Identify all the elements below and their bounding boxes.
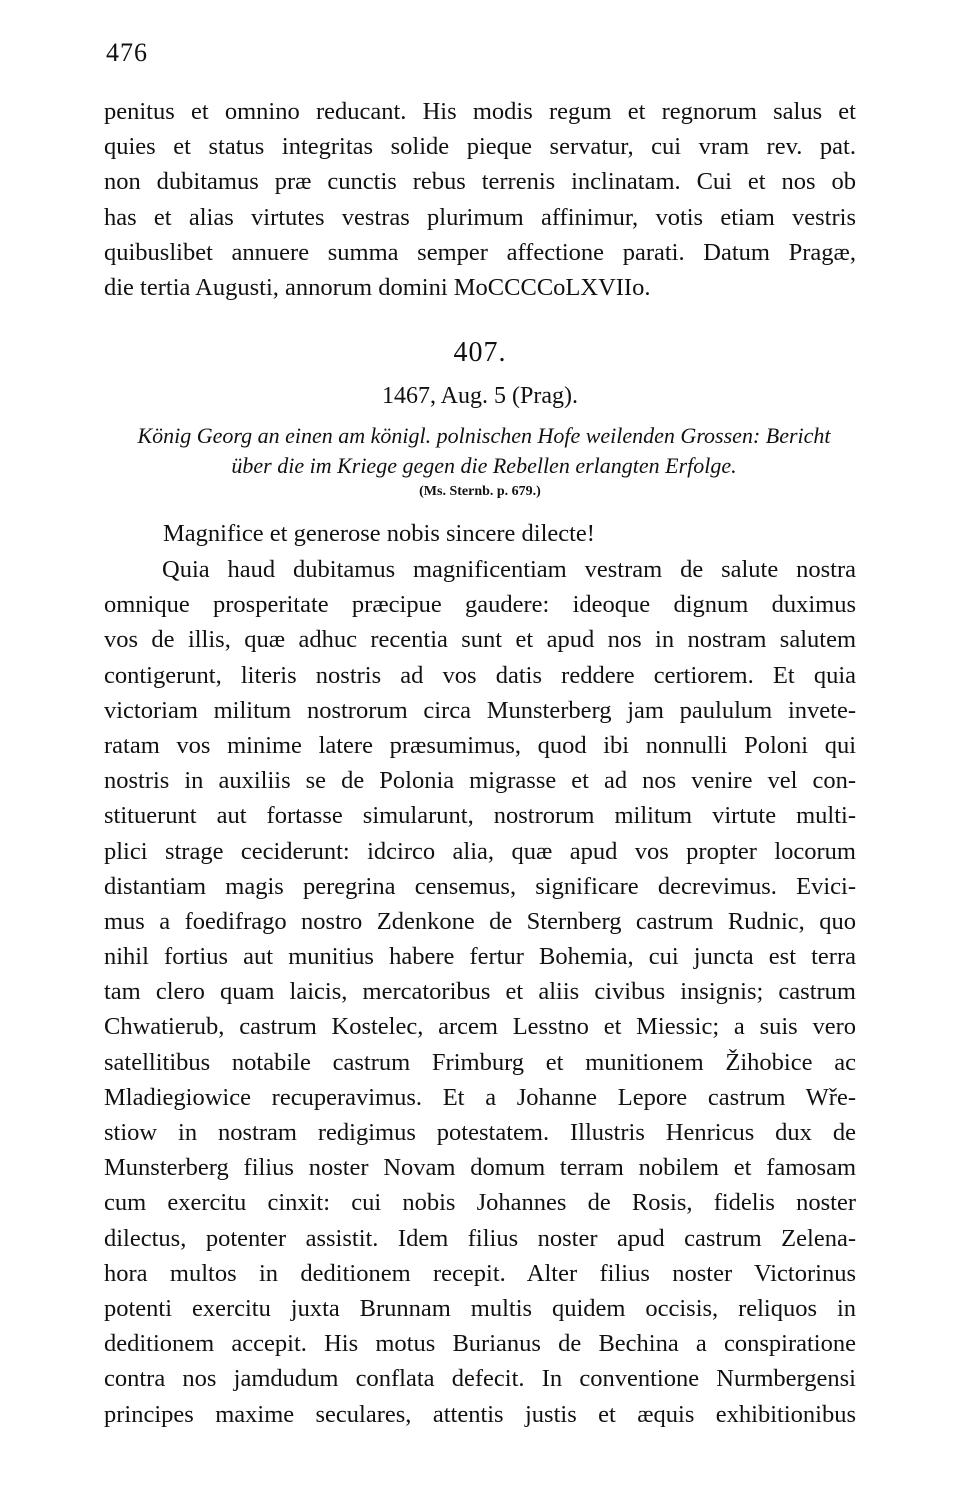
text-line: nihil fortius aut munitius habere fertur Bohemia, cui juncta est terra — [104, 943, 856, 971]
text-line: has et alias virtutes vestras plurimum affinimur, votis etiam vestris — [104, 203, 856, 231]
text-line: tam clero quam laicis, mercatoribus et aliis civibus insignis; castrum — [104, 978, 856, 1006]
text-line: stituerunt aut fortasse simularunt, nostrorum militum virtute multi- — [104, 802, 856, 830]
text-line: deditionem accepit. His motus Burianus de Bechina a conspiratione — [104, 1330, 856, 1358]
text-line: mus a foedifrago nostro Zdenkone de Sternberg castrum Rudnic, quo — [104, 907, 856, 935]
continuation-paragraph — [104, 94, 856, 305]
text-line: Munsterberg filius noster Novam domum terram nobilem et famosam — [104, 1154, 856, 1182]
document-date: 1467, Aug. 5 (Prag). — [382, 383, 578, 409]
summary-line: König Georg an einen am königl. polnischen Hofe weilenden Grossen: Bericht — [137, 423, 831, 448]
text-line: penitus et omnino reducant. His modis regum et regnorum salus et — [104, 98, 856, 125]
text-line: quibuslibet annuere summa semper affectione parati. Datum Pragæ, — [104, 238, 856, 266]
text-line: Mladiegiowice recuperavimus. Et a Johanne Lepore castrum Wře- — [104, 1083, 856, 1111]
text-line: nostris in auxiliis se de Polonia migrasse et ad nos venire vel con- — [104, 767, 856, 795]
text-line: victoriam militum nostrorum circa Munsterberg jam paululum invete- — [104, 696, 856, 724]
text-line: ratam vos minime latere præsumimus, quod ibi nonnulli Poloni qui — [104, 731, 856, 759]
text-line: potenti exercitu juxta Brunnam multis quidem occisis, reliquos in — [104, 1294, 856, 1322]
source-reference: (Ms. Sternb. p. 679.) — [419, 484, 541, 499]
text-line: Chwatierub, castrum Kostelec, arcem Lesstno et Miessic; a suis vero — [104, 1013, 856, 1041]
text-line: die tertia Augusti, annorum domini MoCCCCoLXVIIo. — [104, 273, 651, 301]
text-line: satellitibus notabile castrum Frimburg et munitionem Žihobice ac — [104, 1048, 856, 1076]
document-summary — [104, 421, 864, 481]
salutation: Magnifice et generose nobis sincere dilecte! — [163, 520, 595, 547]
text-line: omnique prosperitate præcipue gaudere: ideoque dignum duximus — [104, 591, 856, 619]
text-line: non dubitamus præ cunctis rebus terrenis inclinatam. Cui et nos ob — [104, 168, 856, 196]
summary-line: über die im Kriege gegen die Rebellen erlangten Erfolge. — [231, 453, 737, 478]
text-line: distantiam magis peregrina censemus, significare decrevimus. Evici- — [104, 872, 856, 900]
text-line: stiow in nostram redigimus potestatem. Illustris Henricus dux de — [104, 1119, 856, 1146]
text-line: dilectus, potenter assistit. Idem filius noster apud castrum Zelena- — [104, 1224, 856, 1252]
document-number: 407. — [453, 337, 507, 368]
text-line: contigerunt, literis nostris ad vos datis reddere certiorem. Et quia — [104, 661, 856, 689]
text-line: quies et status integritas solide pieque servatur, cui vram rev. pat. — [104, 133, 856, 161]
text-line: contra nos jamdudum conflata defecit. In conventione Nurmbergensi — [104, 1365, 856, 1393]
letter-body — [104, 552, 856, 1432]
text-line: principes maxime seculares, attentis justis et æquis exhibitionibus — [104, 1400, 856, 1428]
page-number: 476 — [106, 38, 148, 67]
text-line: hora multos in deditionem recepit. Alter filius noster Victorinus — [104, 1259, 856, 1287]
text-line: plici strage ceciderunt: idcirco alia, quæ apud vos propter locorum — [104, 837, 856, 865]
text-line: cum exercitu cinxit: cui nobis Johannes de Rosis, fidelis noster — [104, 1189, 856, 1217]
text-line: Quia haud dubitamus magnificentiam vestram de salute nostra — [162, 556, 856, 583]
text-line: vos de illis, quæ adhuc recentia sunt et apud nos in nostram salutem — [104, 626, 856, 654]
